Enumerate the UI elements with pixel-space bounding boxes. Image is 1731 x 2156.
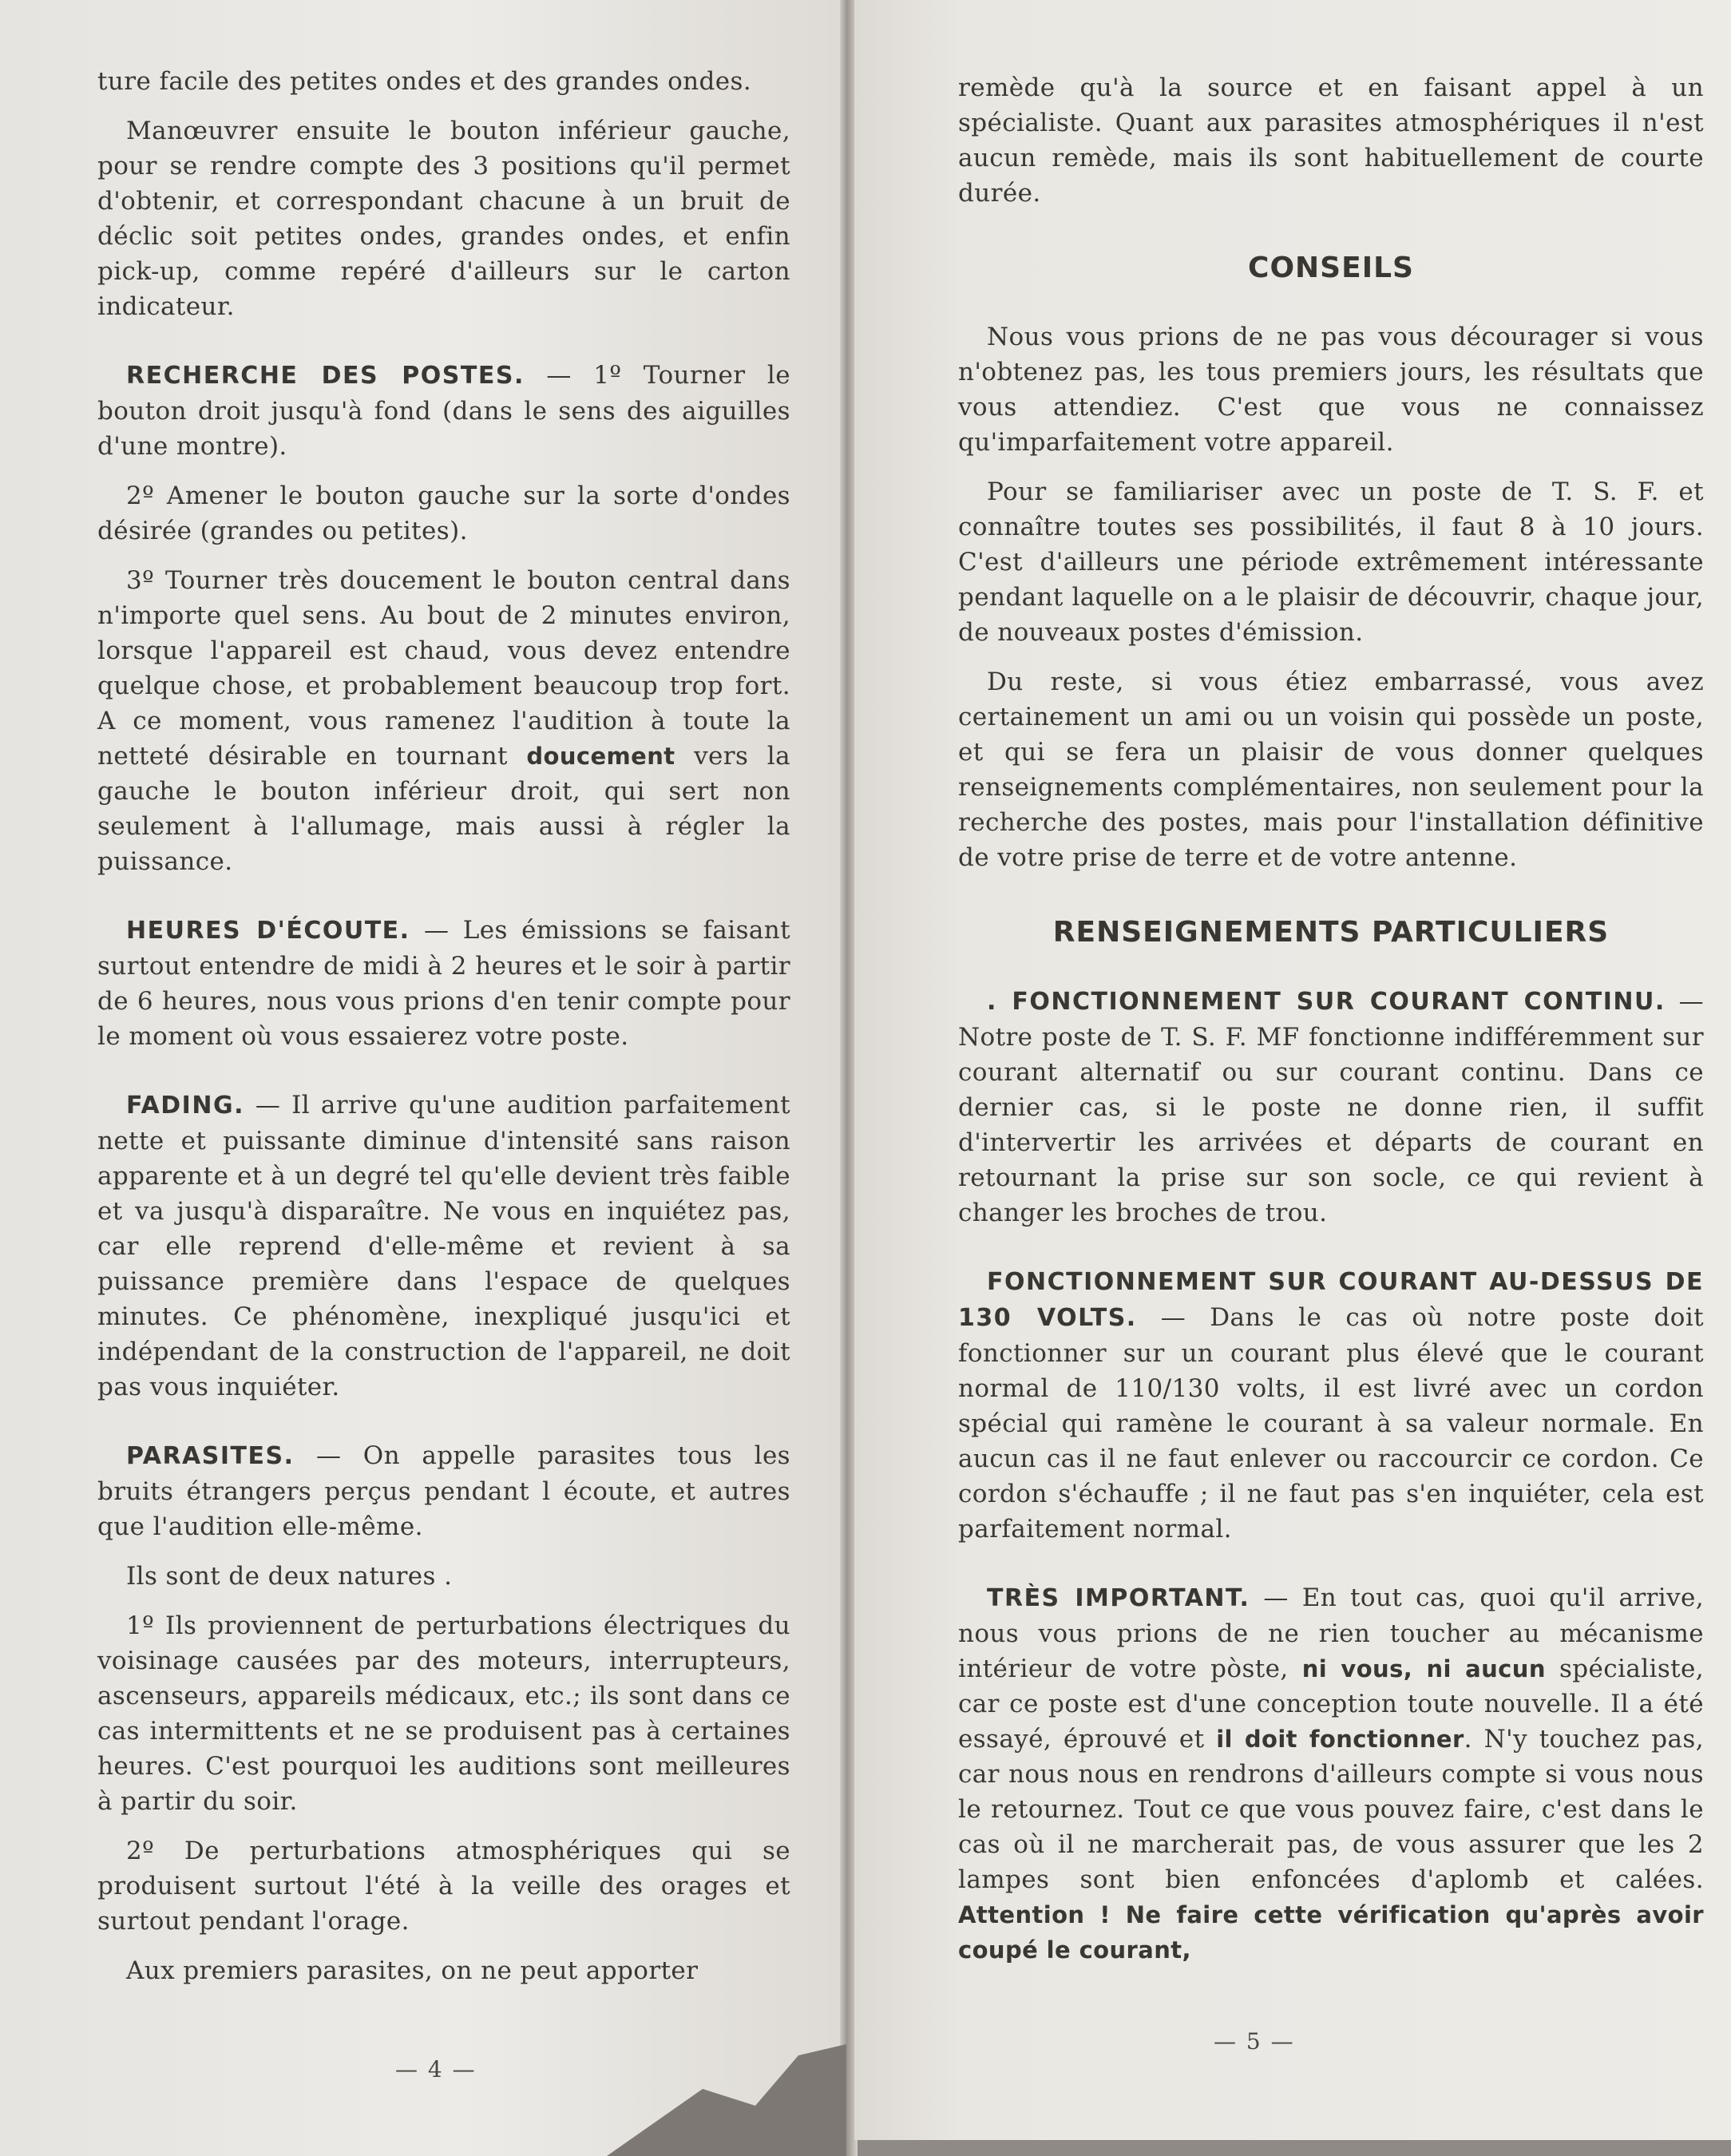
page-5 bbox=[854, 0, 1731, 2140]
heading-heures-d-ecoute: HEURES D'ÉCOUTE. bbox=[126, 917, 410, 945]
heading-renseignements-particuliers: RENSEIGNEMENTS PARTICULIERS bbox=[1052, 916, 1610, 949]
section-courant-continu: . FONCTIONNEMENT SUR COURANT CONTINU. — Notre poste de T. S. F. MF fonctionne indifféremment sur courant alternatif ou sur courant continu. Dans ce dernier cas, si le poste ne donne rien, il suffit d'intervertir les arrivées et départs de courant en retournant la prise sur son socle, ce qui revient à changer les broches de trou. bbox=[958, 987, 1704, 1227]
section-heures-d-ecoute: HEURES D'ÉCOUTE. — Les émissions se faisant surtout entendre de midi à 2 heures et le soir à partir de 6 heures, nous vous prions d'en tenir compte pour le moment où vous essaierez votre poste. bbox=[97, 916, 791, 1051]
emphasis-doucement: doucement bbox=[526, 743, 675, 770]
paragraph-premiers-parasites: Aux premiers parasites, on ne peut apporter bbox=[126, 1956, 699, 1985]
page-number-5: — 5 — bbox=[1214, 2028, 1295, 2055]
section-tres-important: TRÈS IMPORTANT. — En tout cas, quoi qu'il arrive, nous vous prions de ne rien toucher au mécanisme intérieur de votre pòste, ni vous, ni aucun spécialiste, car ce poste est d'une conception toute nouvelle. Il a été essayé, éprouvé et il doit fonctionner. N'y touchez pas, car nous nous en rendrons d'ailleurs compte si vous nous le retournez. Tout ce que vous pouvez faire, c'est dans le cas où il ne marcherait pas, de vous assurer que les 2 lampes sont bien enfoncées d'aplomb et calées. Attention ! Ne faire cette vérification qu'après avoir coupé le courant, bbox=[958, 1583, 1704, 1964]
recherche-step-2: 2º Amener le bouton gauche sur la sorte d'ondes désirée (grandes ou petites). bbox=[97, 482, 790, 545]
heading-fading: FADING. bbox=[126, 1092, 244, 1120]
page-5-text-column bbox=[958, 70, 1704, 1982]
recherche-step-1: — 1º Tourner le bouton droit jusqu'à fond (dans le sens des aiguilles d'une montre). bbox=[97, 361, 790, 461]
paragraph-continuation: remède qu'à la source et en faisant appel à un spécialiste. Quant aux parasites atmosphériques il n'est aucun remède, mais ils sont habituellement de courte durée. bbox=[958, 73, 1704, 208]
page-number-4: — 4 — bbox=[395, 2056, 477, 2083]
section-130-volts: FONCTIONNEMENT SUR COURANT AU-DESSUS DE 130 VOLTS. — Dans le cas où notre poste doit fonctionner sur un courant plus élevé que le courant normal de 110/130 volts, il est livré avec un cordon spécial qui ramène le courant à sa valeur normale. En aucun cas il ne faut enlever ou raccourcir ce cordon. Ce cordon s'échauffe ; il ne faut pas s'en inquiéter, cela est parfaitement normal. bbox=[958, 1268, 1704, 1544]
heading-tres-important: TRÈS IMPORTANT. bbox=[987, 1584, 1250, 1612]
page-4-text-column bbox=[97, 64, 790, 2003]
paragraph-nature-1: 1º Ils proviennent de perturbations électriques du voisinage causées par des moteurs, interrupteurs, ascenseurs, appareils médicaux, etc.; ils sont dans ce cas intermittents et ne se produisent pas à certaines heures. C'est pourquoi les auditions sont meilleures à partir du soir. bbox=[97, 1611, 790, 1816]
paragraph-nature-2: 2º De perturbations atmosphériques qui se produisent surtout l'été à la veille des orages et surtout pendant l'orage. bbox=[97, 1837, 790, 1936]
heading-conseils: CONSEILS bbox=[1248, 252, 1414, 284]
recherche-step-3: 3º Tourner très doucement le bouton central dans n'importe quel sens. Au bout de 2 minutes environ, lorsque l'appareil est chaud, vous devez entendre quelque chose, et probablement beaucoup trop fort. A ce moment, vous ramenez l'audition à toute la netteté désirable en tournant doucement vers la gauche le bouton inférieur droit, qui sert non seulement à l'allumage, mais aussi à régler la puissance. bbox=[97, 566, 790, 876]
paragraph-continuation: ture facile des petites ondes et des grandes ondes. bbox=[97, 67, 752, 96]
paragraph-conseils-1: Nous vous prions de ne pas vous décourager si vous n'obtenez pas, les tous premiers jours, les résultats que vous attendiez. C'est que vous ne connaissez qu'imparfaitement votre appareil. bbox=[958, 323, 1704, 457]
emphasis-attention-warning: Attention ! Ne faire cette vérification qu'après avoir coupé le courant, bbox=[958, 1901, 1704, 1964]
heading-courant-continu: . FONCTIONNEMENT SUR COURANT CONTINU. bbox=[987, 988, 1666, 1016]
heading-parasites: PARASITES. bbox=[126, 1442, 295, 1470]
page-4 bbox=[0, 0, 845, 2156]
paragraph-bouton-inferieur: Manœuvrer ensuite le bouton inférieur gauche, pour se rendre compte des 3 positions qu'il permet d'obtenir, et correspondant chacune à un bruit de déclic soit petites ondes, grandes ondes, et enfin pick-up, comme repéré d'ailleurs sur le carton indicateur. bbox=[97, 117, 790, 321]
paragraph-conseils-2: Pour se familiariser avec un poste de T. S. F. et connaître toutes ses possibilités, il faut 8 à 10 jours. C'est d'ailleurs une période extrêmement intéressante pendant laquelle on a le plaisir de découvrir, chaque jour, de nouveaux postes d'émission. bbox=[958, 478, 1704, 647]
heading-130-volts: FONCTIONNEMENT SUR COURANT AU-DESSUS DE 130 VOLTS. bbox=[958, 1268, 1704, 1332]
section-recherche-des-postes bbox=[97, 358, 790, 464]
emphasis-il-doit-fonctionner: il doit fonctionner bbox=[1216, 1726, 1464, 1753]
heading-recherche-des-postes: RECHERCHE DES POSTES. bbox=[126, 362, 525, 390]
section-parasites: PARASITES. — On appelle parasites tous les bruits étrangers perçus pendant l écoute, et autres que l'audition elle-même. bbox=[97, 1441, 790, 1541]
section-fading: FADING. — Il arrive qu'une audition parfaitement nette et puissante diminue d'intensité sans raison apparente et à un degré tel qu'elle devient très faible et va jusqu'à disparaître. Ne vous en inquiétez pas, car elle reprend d'elle-même et revient à sa puissance première dans l'espace de quelques minutes. Ce phénomène, inexpliqué jusqu'ici et indépendant de la construction de l'appareil, ne doit pas vous inquiéter. bbox=[97, 1091, 790, 1401]
paragraph-deux-natures: Ils sont de deux natures . bbox=[126, 1562, 453, 1591]
paragraph-conseils-3: Du reste, si vous étiez embarrassé, vous avez certainement un ami ou un voisin qui possède un poste, et qui se fera un plaisir de vous donner quelques renseignements complémentaires, non seulement pour la recherche des postes, mais pour l'installation définitive de votre prise de terre et de votre antenne. bbox=[958, 668, 1704, 872]
emphasis-ni-vous-ni-aucun: ni vous, ni aucun bbox=[1301, 1655, 1546, 1682]
